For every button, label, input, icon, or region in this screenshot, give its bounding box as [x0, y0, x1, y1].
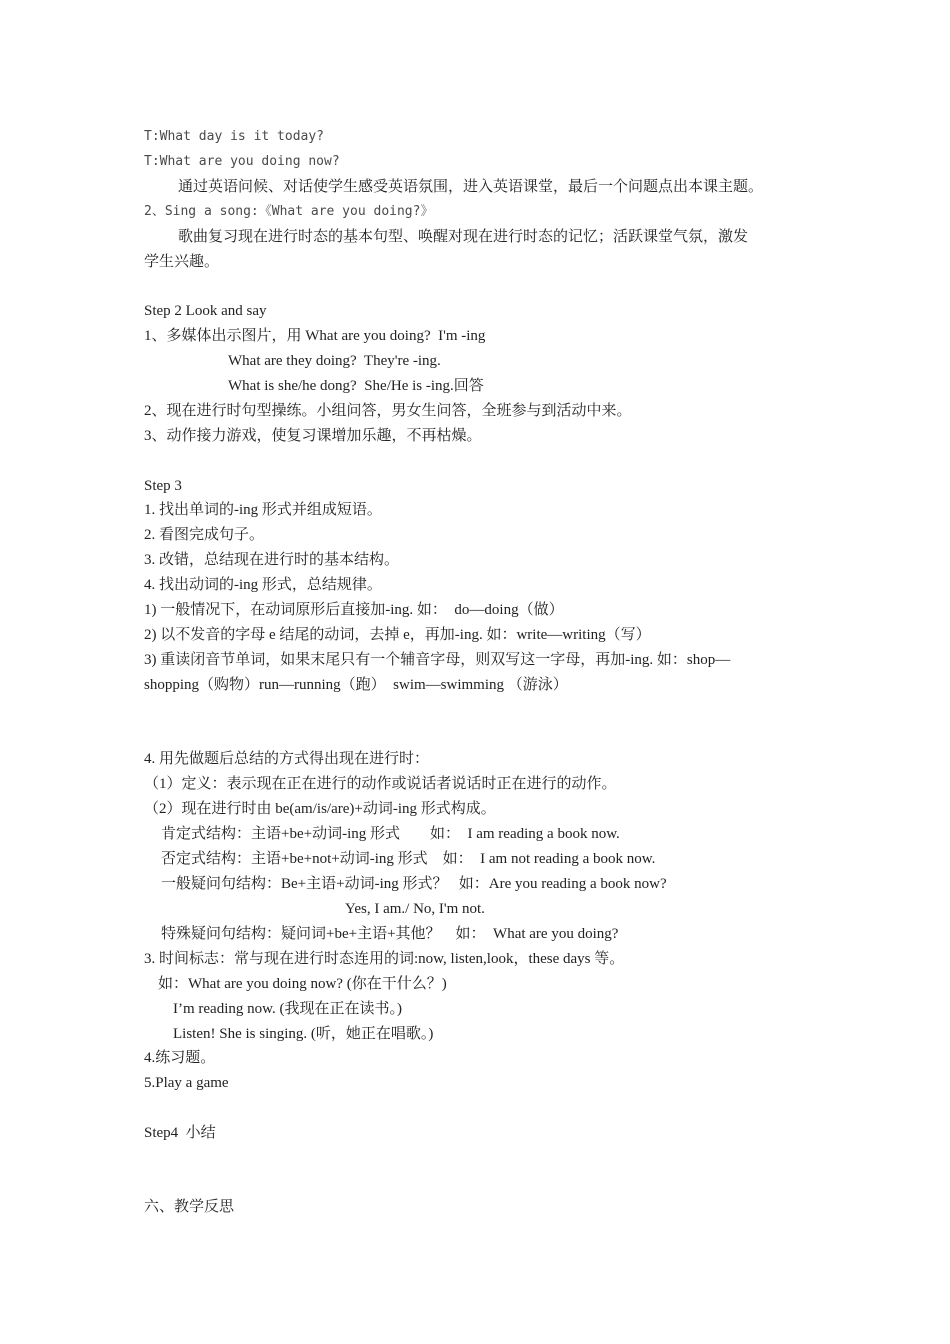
- step3-item4: 4. 找出动词的-ing 形式，总结规律。: [144, 577, 382, 593]
- example-1: 如：What are you doing now? (你在干什么？): [158, 976, 447, 992]
- rule-3-line1: 3) 重读闭音节单词，如果末尾只有一个辅音字母，则双写这一字母，再加-ing. 如：shop—: [144, 652, 731, 668]
- example-2: I’m reading now. (我现在正在读书。): [173, 1001, 402, 1017]
- rule-3-line2: shopping（购物）run—running（跑） swim—swimming （游泳）: [144, 677, 568, 693]
- formation: （2）现在进行时由 be(am/is/are)+动词-ing 形式构成。: [144, 801, 496, 817]
- example-3: Listen! She is singing. (听，她正在唱歌。): [173, 1026, 434, 1042]
- step2-item3: 3、动作接力游戏，使复习课增加乐趣，不再枯燥。: [144, 428, 482, 444]
- wh-question-structure: 特殊疑问句结构：疑问词+be+主语+其他？ 如： What are you doing?: [161, 926, 619, 942]
- rule-2: 2) 以不发音的字母 e 结尾的动词，去掉 e，再加-ing. 如：write—writing（写）: [144, 627, 651, 643]
- negative-structure: 否定式结构：主语+be+not+动词-ing 形式 如： I am not reading a book now.: [161, 851, 656, 867]
- step2-item1-she: What is she/he dong? She/He is -ing.回答: [228, 378, 484, 394]
- yes-no-question-structure: 一般疑问句结构：Be+主语+动词-ing 形式？ 如：Are you reading a book now?: [161, 876, 667, 892]
- step3-item3: 3. 改错，总结现在进行时的基本结构。: [144, 552, 400, 568]
- song-note-line1: 歌曲复习现在进行时态的基本句型、唤醒对现在进行时态的记忆；活跃课堂气氛，激发: [178, 229, 749, 245]
- step3-item1: 1. 找出单词的-ing 形式并组成短语。: [144, 502, 382, 518]
- intro-note: 通过英语问候、对话使学生感受英语氛围，进入英语课堂，最后一个问题点出本课主题。: [178, 179, 764, 195]
- song-note-line2: 学生兴趣。: [144, 254, 220, 270]
- step4-heading: Step4 小结: [144, 1125, 216, 1141]
- rule-1: 1) 一般情况下，在动词原形后直接加-ing. 如： do—doing（做）: [144, 602, 564, 618]
- affirmative-structure: 肯定式结构：主语+be+动词-ing 形式 如： I am reading a book now.: [161, 826, 620, 842]
- section6-heading: 六、教学反思: [144, 1199, 235, 1215]
- short-answer: Yes, I am./ No, I'm not.: [345, 901, 485, 917]
- song-line: 2、Sing a song:《What are you doing?》: [144, 204, 434, 219]
- step2-item1-they: What are they doing? They're -ing.: [228, 353, 441, 369]
- practice-item: 4.练习题。: [144, 1050, 216, 1066]
- time-markers: 3. 时间标志：常与现在进行时态连用的词:now, listen,look，these days 等。: [144, 951, 625, 967]
- summary-item4: 4. 用先做题后总结的方式得出现在进行时：: [144, 751, 430, 767]
- definition: （1）定义：表示现在正在进行的动作或说话者说话时正在进行的动作。: [144, 776, 617, 792]
- teacher-question-day: T:What day is it today?: [144, 129, 325, 144]
- step3-heading: Step 3: [144, 478, 182, 494]
- step3-item2: 2. 看图完成句子。: [144, 527, 265, 543]
- teacher-question-doing: T:What are you doing now?: [144, 154, 340, 169]
- step2-item1: 1、多媒体出示图片，用 What are you doing? I'm -ing: [144, 328, 486, 344]
- step2-heading: Step 2 Look and say: [144, 303, 267, 319]
- step2-item2: 2、现在进行时句型操练。小组问答，男女生问答，全班参与到活动中来。: [144, 403, 632, 419]
- game-item: 5.Play a game: [144, 1075, 229, 1091]
